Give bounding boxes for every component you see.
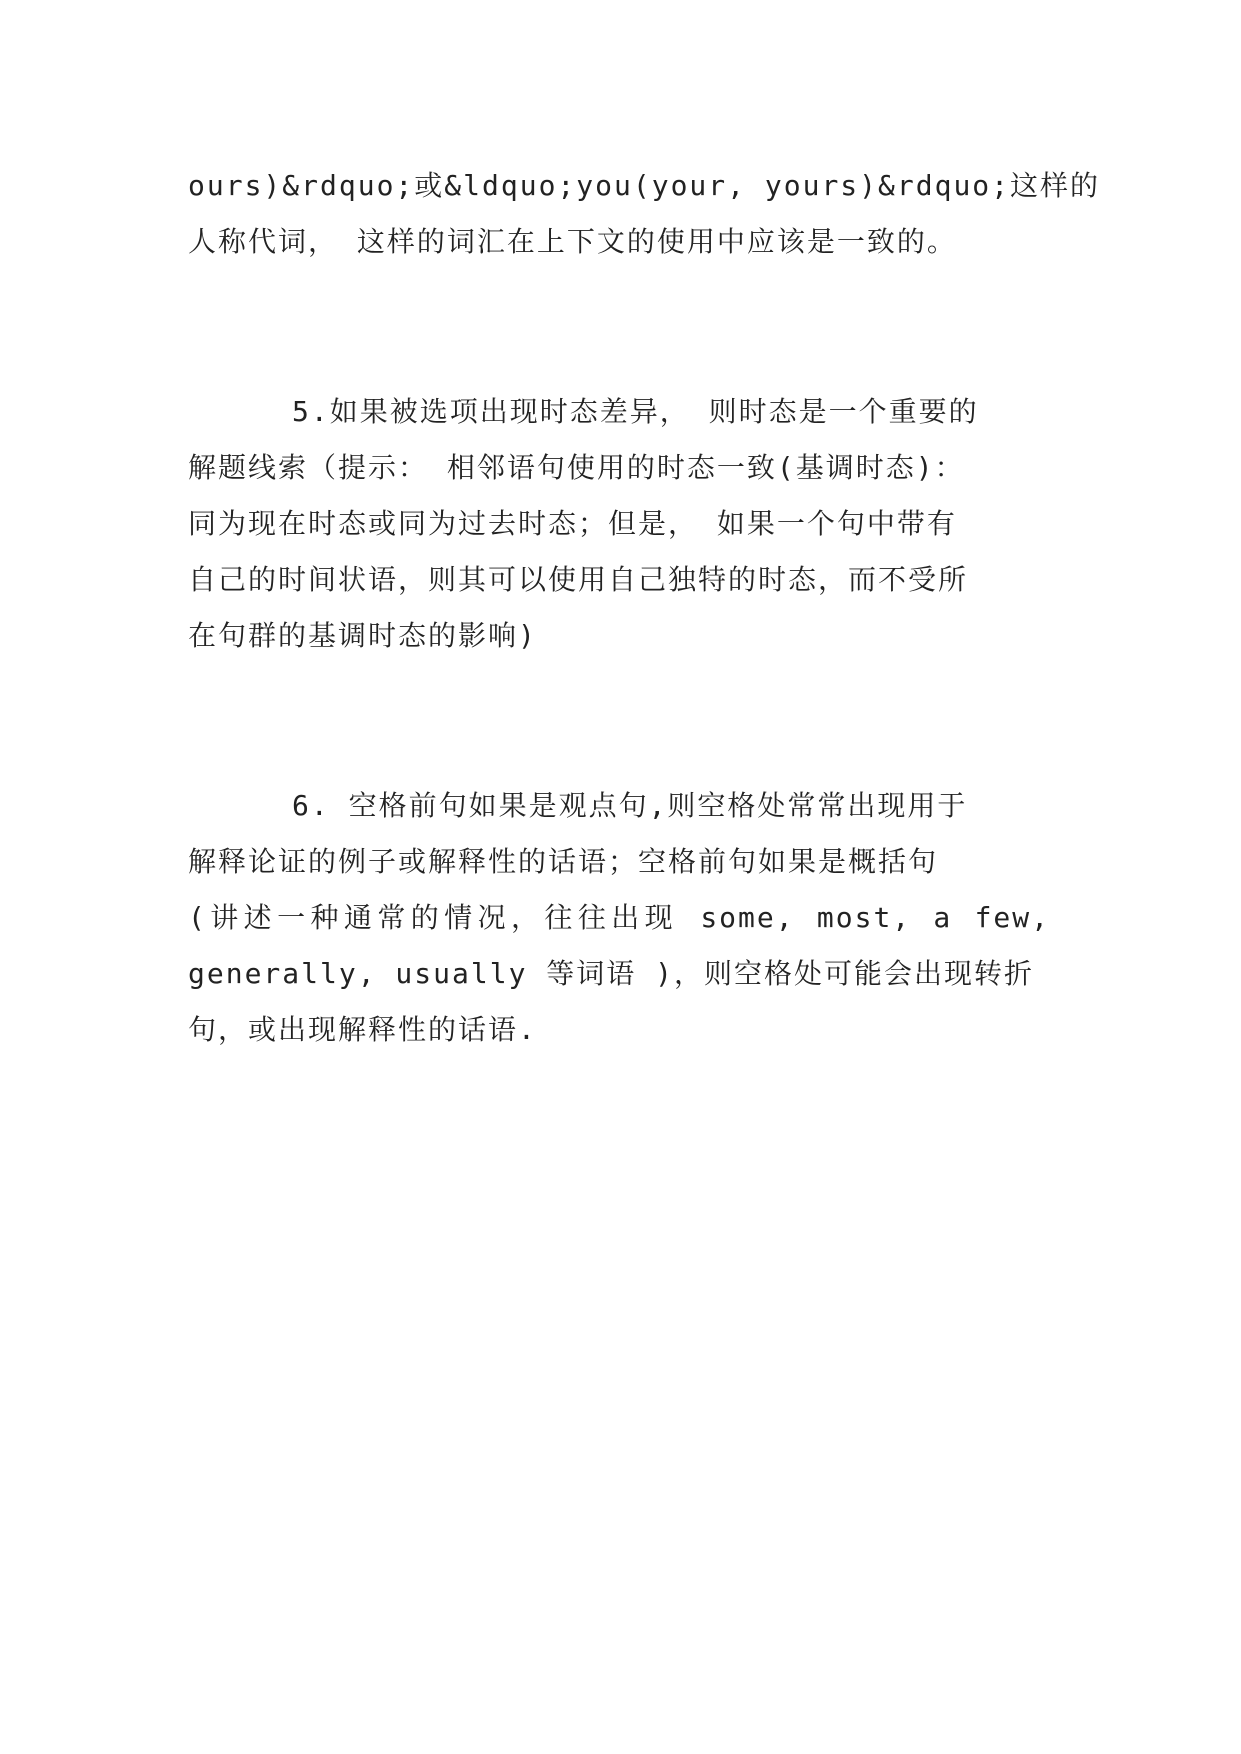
paragraph-5-line-3: 同为现在时态或同为过去时态；但是， 如果一个句中带有	[188, 507, 957, 540]
paragraph-6-line-5: 句，或出现解释性的话语.	[188, 1013, 537, 1046]
paragraph-6-line-4: generally, usually 等词语 )，则空格处可能会出现转折	[188, 957, 1035, 990]
paragraph-6-line-3: (讲述一种通常的情况，往往出现 some, most, a few,	[188, 901, 1050, 934]
paragraph-5-line-4: 自己的时间状语，则其可以使用自己独特的时态，而不受所	[188, 563, 969, 596]
paragraph-5-line-5: 在句群的基调时态的影响)	[188, 619, 537, 652]
paragraph-5-line-1: 5.如果被选项出现时态差异， 则时态是一个重要的	[292, 395, 979, 428]
paragraph-5-line-2: 解题线索（提示： 相邻语句使用的时态一致(基调时态)：	[188, 451, 965, 484]
paragraph-6-line-2: 解释论证的例子或解释性的话语；空格前句如果是概括句	[188, 845, 939, 878]
paragraph-6-line-1: 6. 空格前句如果是观点句,则空格处常常出现用于	[292, 789, 968, 822]
paragraph-prev-line-2: 人称代词， 这样的词汇在上下文的使用中应该是一致的。	[188, 225, 957, 258]
paragraph-prev-line-1: ours)&rdquo;或&ldquo;you(your, yours)&rdquo;这样的	[188, 169, 1101, 202]
